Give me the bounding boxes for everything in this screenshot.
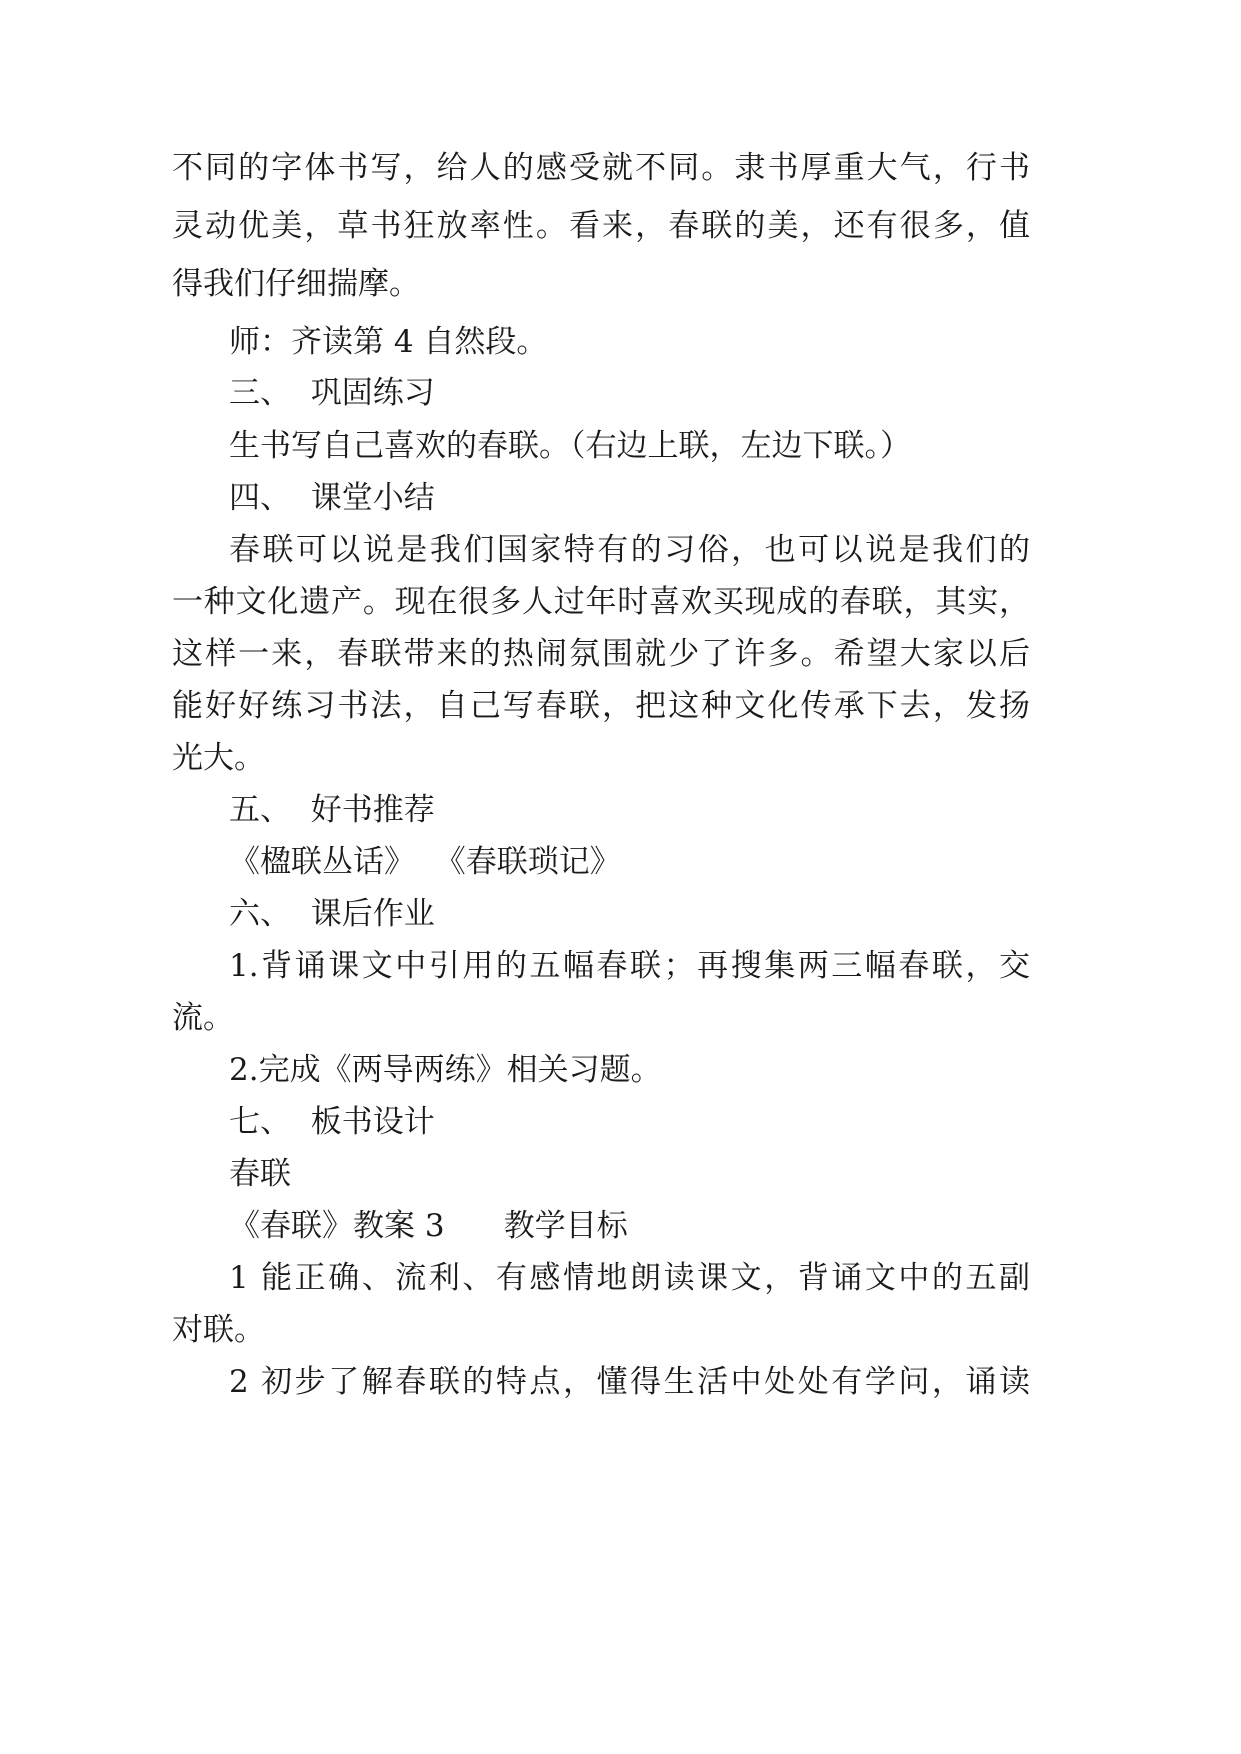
paragraph-line: 师：齐读第 4 自然段。	[229, 324, 548, 360]
paragraph-line: 能好好练习书法，自己写春联，把这种文化传承下去，发扬	[172, 688, 1030, 724]
paragraph-line: 不同的字体书写，给人的感受就不同。隶书厚重大气，行书	[172, 150, 1030, 186]
paragraph-line: 对联。	[172, 1312, 265, 1348]
paragraph-line: 2.完成《两导两练》相关习题。	[229, 1052, 662, 1088]
book-titles: 《楹联丛话》 《春联琐记》	[229, 844, 621, 880]
paragraph-line: 春联可以说是我们国家特有的习俗，也可以说是我们的	[229, 532, 1030, 568]
paragraph-line: 灵动优美，草书狂放率性。看来，春联的美，还有很多，值	[172, 208, 1030, 244]
section-heading: 四、 课堂小结	[229, 480, 435, 516]
paragraph-line: 2 初步了解春联的特点，懂得生活中处处有学问，诵读	[229, 1364, 1030, 1400]
paragraph-line: 春联	[229, 1156, 291, 1192]
paragraph-line: 流。	[172, 1000, 234, 1036]
paragraph-line: 生书写自己喜欢的春联。（右边上联，左边下联。）	[229, 428, 911, 464]
section-heading: 五、 好书推荐	[229, 792, 435, 828]
paragraph-line: 一种文化遗产。现在很多人过年时喜欢买现成的春联，其实，	[172, 584, 1030, 620]
paragraph-line: 1.背诵课文中引用的五幅春联；再搜集两三幅春联，交	[229, 948, 1030, 984]
section-heading: 七、 板书设计	[229, 1104, 435, 1140]
section-heading: 六、 课后作业	[229, 896, 435, 932]
section-heading: 三、 巩固练习	[229, 375, 435, 411]
paragraph-line: 得我们仔细揣摩。	[172, 266, 420, 302]
paragraph-line: 1 能正确、流利、有感情地朗读课文，背诵文中的五副	[229, 1260, 1030, 1296]
paragraph-line: 光大。	[172, 740, 265, 776]
paragraph-line: 这样一来，春联带来的热闹氛围就少了许多。希望大家以后	[172, 636, 1030, 672]
document-subtitle: 《春联》教案 3 教学目标	[229, 1208, 628, 1244]
